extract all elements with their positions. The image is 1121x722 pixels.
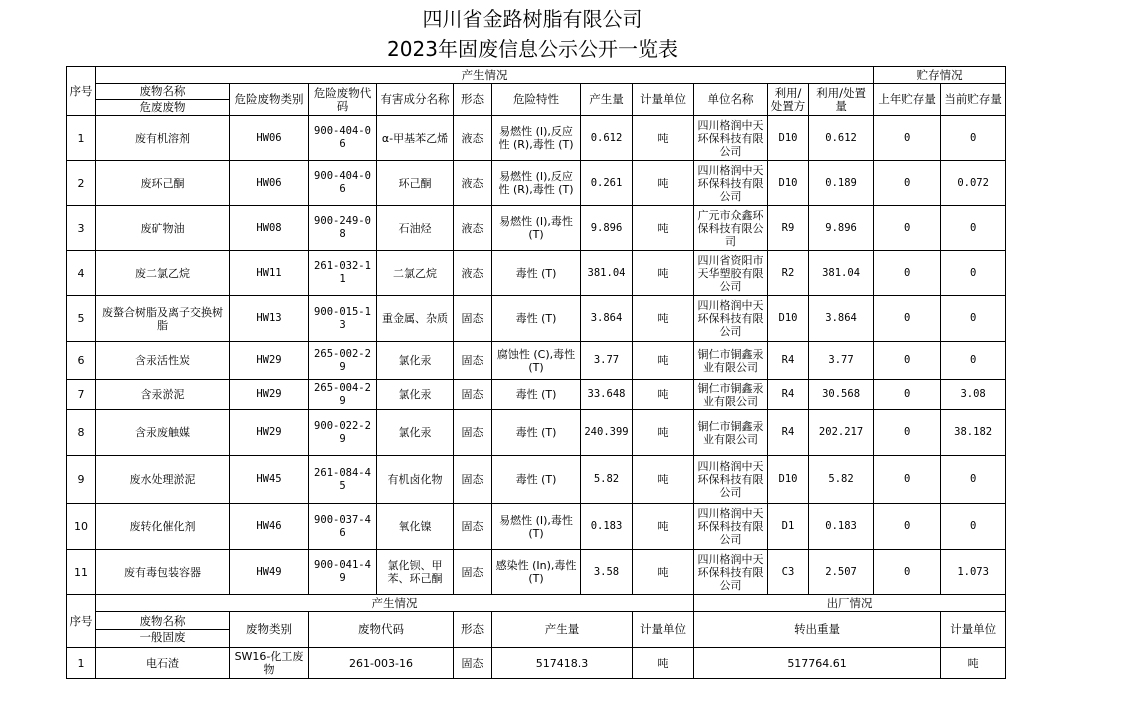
waste-name-cell: 废转化催化剂 <box>96 504 230 550</box>
seq-cell: 11 <box>67 550 96 595</box>
component-cell: α-甲基苯乙烯 <box>377 116 454 161</box>
last-year-stock-header: 上年贮存量 <box>874 84 941 116</box>
code-cell: 265-002-29 <box>309 342 377 380</box>
table-row <box>67 410 1006 456</box>
company-cell: 四川格润中天环保科技有限公司 <box>694 456 768 504</box>
general-amount-cell: 517418.3 <box>492 648 633 679</box>
table-row <box>67 380 1006 410</box>
table-row <box>67 550 1006 595</box>
waste-name-cell: 废矿物油 <box>96 206 230 251</box>
category-cell: HW46 <box>230 504 309 550</box>
method-cell: R4 <box>768 380 809 410</box>
waste-name-cell: 含汞淤泥 <box>96 380 230 410</box>
waste-name-cell: 废水处理淤泥 <box>96 456 230 504</box>
category-header: 危险废物类别 <box>230 84 309 116</box>
method-cell: C3 <box>768 550 809 595</box>
general-form-header: 形态 <box>454 612 492 648</box>
company-cell: 四川格润中天环保科技有限公司 <box>694 550 768 595</box>
waste-name-cell: 含汞废触媒 <box>96 410 230 456</box>
general-form-cell: 固态 <box>454 648 492 679</box>
general-amount-header: 产生量 <box>492 612 633 648</box>
general-unit2-header: 计量单位 <box>941 612 1006 648</box>
table-row <box>67 116 1006 161</box>
category-cell: HW08 <box>230 206 309 251</box>
category-cell: HW13 <box>230 296 309 342</box>
processed-header: 利用/处置量 <box>809 84 874 116</box>
general-seq-cell: 1 <box>67 648 96 679</box>
component-cell: 氯化钡、甲苯、环己酮 <box>377 550 454 595</box>
current-stock-cell: 0 <box>941 456 1006 504</box>
company-cell: 四川格润中天环保科技有限公司 <box>694 161 768 206</box>
general-name-header <box>96 612 230 648</box>
outbound-group-header: 出厂情况 <box>694 595 1006 612</box>
unit-cell: 吨 <box>633 456 694 504</box>
property-cell: 毒性 (T) <box>492 380 581 410</box>
method-cell: R2 <box>768 251 809 296</box>
current-stock-cell: 0 <box>941 251 1006 296</box>
current-stock-cell: 0 <box>941 296 1006 342</box>
waste-name-header-bottom: 危废废物 <box>139 100 186 114</box>
last-year-stock-cell: 0 <box>874 410 941 456</box>
property-header: 危险特性 <box>492 84 581 116</box>
category-cell: HW29 <box>230 410 309 456</box>
company-cell: 铜仁市铜鑫汞业有限公司 <box>694 380 768 410</box>
current-stock-cell: 38.182 <box>941 410 1006 456</box>
company-cell: 四川格润中天环保科技有限公司 <box>694 504 768 550</box>
seq-header: 序号 <box>67 67 96 116</box>
method-cell: D10 <box>768 161 809 206</box>
processed-cell: 0.183 <box>809 504 874 550</box>
last-year-stock-cell: 0 <box>874 504 941 550</box>
code-header: 危险废物代码 <box>309 84 377 116</box>
table-subtitle: 2023年固废信息公示公开一览表 <box>387 37 678 61</box>
component-header: 有害成分名称 <box>377 84 454 116</box>
category-cell: HW49 <box>230 550 309 595</box>
waste-name-cell: 废螯合树脂及离子交换树脂 <box>96 296 230 342</box>
form-header: 形态 <box>454 84 492 116</box>
unit-cell: 吨 <box>633 410 694 456</box>
method-cell: D10 <box>768 116 809 161</box>
processed-cell: 3.77 <box>809 342 874 380</box>
unit-cell: 吨 <box>633 116 694 161</box>
general-code-cell: 261-003-16 <box>309 648 454 679</box>
waste-name-cell: 废有毒包装容器 <box>96 550 230 595</box>
property-cell: 毒性 (T) <box>492 251 581 296</box>
amount-cell: 0.261 <box>581 161 633 206</box>
amount-cell: 3.77 <box>581 342 633 380</box>
seq-cell: 2 <box>67 161 96 206</box>
company-cell: 铜仁市铜鑫汞业有限公司 <box>694 410 768 456</box>
company-cell: 四川格润中天环保科技有限公司 <box>694 296 768 342</box>
waste-name-header-top: 废物名称 <box>96 84 230 100</box>
code-cell: 900-041-49 <box>309 550 377 595</box>
unit-cell: 吨 <box>633 380 694 410</box>
component-cell: 氯化汞 <box>377 380 454 410</box>
amount-header: 产生量 <box>581 84 633 116</box>
code-cell: 261-032-11 <box>309 251 377 296</box>
code-cell: 900-249-08 <box>309 206 377 251</box>
form-cell: 固态 <box>454 504 492 550</box>
category-cell: HW06 <box>230 116 309 161</box>
processed-cell: 3.864 <box>809 296 874 342</box>
method-cell: R9 <box>768 206 809 251</box>
unit-cell: 吨 <box>633 161 694 206</box>
seq-cell: 8 <box>67 410 96 456</box>
last-year-stock-cell: 0 <box>874 380 941 410</box>
amount-cell: 5.82 <box>581 456 633 504</box>
amount-cell: 381.04 <box>581 251 633 296</box>
category-cell: HW29 <box>230 380 309 410</box>
company-cell: 四川格润中天环保科技有限公司 <box>694 116 768 161</box>
code-cell: 261-084-45 <box>309 456 377 504</box>
general-name-header-top: 废物名称 <box>96 614 230 630</box>
seq-cell: 5 <box>67 296 96 342</box>
property-cell: 易燃性 (I),毒性 (T) <box>492 206 581 251</box>
table-row <box>67 251 1006 296</box>
form-cell: 液态 <box>454 116 492 161</box>
category-cell: HW45 <box>230 456 309 504</box>
table-row <box>67 342 1006 380</box>
last-year-stock-cell: 0 <box>874 116 941 161</box>
processed-cell: 202.217 <box>809 410 874 456</box>
property-cell: 易燃性 (I),反应性 (R),毒性 (T) <box>492 161 581 206</box>
unit-cell: 吨 <box>633 504 694 550</box>
current-stock-cell: 0 <box>941 504 1006 550</box>
form-cell: 液态 <box>454 251 492 296</box>
current-stock-cell: 0 <box>941 342 1006 380</box>
category-cell: HW06 <box>230 161 309 206</box>
unit-cell: 吨 <box>633 296 694 342</box>
seq-cell: 9 <box>67 456 96 504</box>
processed-cell: 381.04 <box>809 251 874 296</box>
last-year-stock-cell: 0 <box>874 251 941 296</box>
table-row <box>67 296 1006 342</box>
company-cell: 铜仁市铜鑫汞业有限公司 <box>694 342 768 380</box>
property-cell: 毒性 (T) <box>492 456 581 504</box>
current-stock-cell: 0.072 <box>941 161 1006 206</box>
code-cell: 900-037-46 <box>309 504 377 550</box>
waste-name-cell: 废环己酮 <box>96 161 230 206</box>
unit-cell: 吨 <box>633 206 694 251</box>
table-row <box>67 504 1006 550</box>
company-cell: 四川省资阳市天华塑胶有限公司 <box>694 251 768 296</box>
component-cell: 氯化汞 <box>377 410 454 456</box>
last-year-stock-cell: 0 <box>874 550 941 595</box>
general-seq-header: 序号 <box>67 595 96 648</box>
general-name-cell: 电石渣 <box>96 648 230 679</box>
seq-cell: 1 <box>67 116 96 161</box>
general-code-header: 废物代码 <box>309 612 454 648</box>
general-category-cell: SW16-化工废物 <box>230 648 309 679</box>
seq-cell: 10 <box>67 504 96 550</box>
waste-name-cell: 废二氯乙烷 <box>96 251 230 296</box>
method-header: 利用/处置方 <box>768 84 809 116</box>
unit-cell: 吨 <box>633 550 694 595</box>
last-year-stock-cell: 0 <box>874 206 941 251</box>
component-cell: 石油烃 <box>377 206 454 251</box>
current-stock-header: 当前贮存量 <box>941 84 1006 116</box>
storage-group-header: 贮存情况 <box>874 67 1006 84</box>
table-row <box>67 206 1006 251</box>
method-cell: D10 <box>768 456 809 504</box>
unit-cell: 吨 <box>633 342 694 380</box>
amount-cell: 3.58 <box>581 550 633 595</box>
form-cell: 液态 <box>454 161 492 206</box>
table-row <box>67 456 1006 504</box>
last-year-stock-cell: 0 <box>874 296 941 342</box>
seq-cell: 3 <box>67 206 96 251</box>
code-cell: 900-404-06 <box>309 116 377 161</box>
waste-name-cell: 含汞活性炭 <box>96 342 230 380</box>
property-cell: 感染性 (In),毒性 (T) <box>492 550 581 595</box>
waste-table <box>66 66 1006 679</box>
form-cell: 固态 <box>454 380 492 410</box>
seq-cell: 4 <box>67 251 96 296</box>
component-cell: 有机卤化物 <box>377 456 454 504</box>
general-category-header: 废物类别 <box>230 612 309 648</box>
category-cell: HW11 <box>230 251 309 296</box>
component-cell: 氯化汞 <box>377 342 454 380</box>
table-row <box>67 161 1006 206</box>
amount-cell: 33.648 <box>581 380 633 410</box>
form-cell: 固态 <box>454 296 492 342</box>
unit-cell: 吨 <box>633 251 694 296</box>
last-year-stock-cell: 0 <box>874 161 941 206</box>
code-cell: 900-404-06 <box>309 161 377 206</box>
current-stock-cell: 3.08 <box>941 380 1006 410</box>
company-header: 单位名称 <box>694 84 768 116</box>
company-title: 四川省金路树脂有限公司 <box>422 7 643 31</box>
processed-cell: 2.507 <box>809 550 874 595</box>
form-cell: 液态 <box>454 206 492 251</box>
transfer-amount-cell: 517764.61 <box>694 648 941 679</box>
processed-cell: 5.82 <box>809 456 874 504</box>
property-cell: 腐蚀性 (C),毒性 (T) <box>492 342 581 380</box>
processed-cell: 0.612 <box>809 116 874 161</box>
code-cell: 900-015-13 <box>309 296 377 342</box>
form-cell: 固态 <box>454 410 492 456</box>
component-cell: 氧化镍 <box>377 504 454 550</box>
component-cell: 重金属、杂质 <box>377 296 454 342</box>
seq-cell: 7 <box>67 380 96 410</box>
form-cell: 固态 <box>454 550 492 595</box>
amount-cell: 240.399 <box>581 410 633 456</box>
amount-cell: 0.612 <box>581 116 633 161</box>
component-cell: 环己酮 <box>377 161 454 206</box>
transfer-amount-header: 转出重量 <box>694 612 941 648</box>
seq-cell: 6 <box>67 342 96 380</box>
amount-cell: 0.183 <box>581 504 633 550</box>
amount-cell: 3.864 <box>581 296 633 342</box>
property-cell: 易燃性 (I),反应性 (R),毒性 (T) <box>492 116 581 161</box>
current-stock-cell: 0 <box>941 206 1006 251</box>
production-group-header: 产生情况 <box>96 67 874 84</box>
form-cell: 固态 <box>454 456 492 504</box>
code-cell: 900-022-29 <box>309 410 377 456</box>
current-stock-cell: 0 <box>941 116 1006 161</box>
amount-cell: 9.896 <box>581 206 633 251</box>
method-cell: R4 <box>768 410 809 456</box>
general-unit-header: 计量单位 <box>633 612 694 648</box>
unit-header: 计量单位 <box>633 84 694 116</box>
method-cell: R4 <box>768 342 809 380</box>
processed-cell: 0.189 <box>809 161 874 206</box>
component-cell: 二氯乙烷 <box>377 251 454 296</box>
processed-cell: 9.896 <box>809 206 874 251</box>
processed-cell: 30.568 <box>809 380 874 410</box>
table-row <box>67 648 1006 679</box>
waste-name-header <box>96 84 230 116</box>
general-unit-cell: 吨 <box>633 648 694 679</box>
property-cell: 毒性 (T) <box>492 410 581 456</box>
method-cell: D1 <box>768 504 809 550</box>
last-year-stock-cell: 0 <box>874 456 941 504</box>
form-cell: 固态 <box>454 342 492 380</box>
company-cell: 广元市众鑫环保科技有限公司 <box>694 206 768 251</box>
general-name-header-bottom: 一般固废 <box>139 630 186 644</box>
category-cell: HW29 <box>230 342 309 380</box>
property-cell: 毒性 (T) <box>492 296 581 342</box>
method-cell: D10 <box>768 296 809 342</box>
current-stock-cell: 1.073 <box>941 550 1006 595</box>
code-cell: 265-004-29 <box>309 380 377 410</box>
general-unit2-cell: 吨 <box>941 648 1006 679</box>
last-year-stock-cell: 0 <box>874 342 941 380</box>
property-cell: 易燃性 (I),毒性 (T) <box>492 504 581 550</box>
waste-name-cell: 废有机溶剂 <box>96 116 230 161</box>
general-production-group-header: 产生情况 <box>96 595 694 612</box>
